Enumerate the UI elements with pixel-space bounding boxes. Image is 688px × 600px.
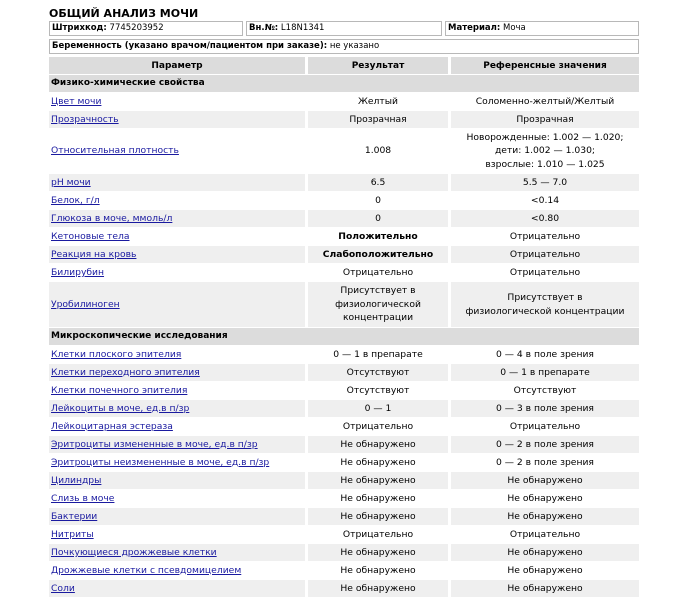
result-cell [308, 281, 451, 327]
table-row [49, 110, 639, 128]
parameter-cell [49, 110, 308, 128]
parameter-cell [49, 173, 308, 191]
result-cell: 0 — 1 [308, 399, 451, 417]
parameter-link[interactable]: Слизь в моче [51, 492, 115, 504]
reference-cell: <0.80 [451, 209, 639, 227]
section-title: Физико-химические свойства [49, 74, 639, 92]
reference-cell: Прозрачная [451, 110, 639, 128]
result-cell: 0 [308, 209, 451, 227]
parameter-link[interactable]: Соли [51, 582, 75, 594]
parameter-cell [49, 543, 308, 561]
table-row [49, 281, 639, 327]
parameter-cell [49, 363, 308, 381]
result-cell: Не обнаружено [308, 453, 451, 471]
results-table [49, 57, 639, 597]
result-cell: Не обнаружено [308, 489, 451, 507]
table-row [49, 227, 639, 245]
parameter-link[interactable]: Билирубин [51, 266, 105, 278]
order-number-field [246, 21, 442, 36]
parameter-cell [49, 435, 308, 453]
reference-cell: Не обнаружено [451, 543, 639, 561]
parameter-link[interactable]: Белок, г/л [51, 194, 100, 206]
parameter-link[interactable]: Прозрачность [51, 113, 119, 125]
result-cell: Отрицательно [308, 525, 451, 543]
table-row [49, 525, 639, 543]
reference-line: взрослые: 1.010 — 1.025 [485, 158, 605, 170]
table-row [49, 507, 639, 525]
table-row [49, 381, 639, 399]
parameter-cell [49, 263, 308, 281]
pregnancy-label: Беременность (указано врачом/пациентом при заказе): [52, 41, 328, 51]
parameter-cell [49, 381, 308, 399]
parameter-link[interactable]: Дрожжевые клетки с псевдомицелием [51, 564, 242, 576]
result-cell: Не обнаружено [308, 561, 451, 579]
result-cell: Положительно [308, 227, 451, 245]
result-cell: 0 [308, 191, 451, 209]
table-row [49, 399, 639, 417]
table-row [49, 471, 639, 489]
section-header-row [49, 74, 639, 92]
table-row [49, 363, 639, 381]
section-title: Микроскопические исследования [49, 327, 639, 345]
reference-line: дети: 1.002 — 1.030; [494, 145, 596, 157]
result-line: Присутствует в [340, 285, 416, 297]
meta-row-pregnancy [49, 39, 639, 54]
reference-line: Присутствует в [507, 292, 583, 303]
result-cell: Отсутствуют [308, 381, 451, 399]
parameter-cell [49, 453, 308, 471]
parameter-cell [49, 561, 308, 579]
parameter-cell [49, 128, 308, 173]
parameter-link[interactable]: Клетки почечного эпителия [51, 384, 188, 396]
parameter-link[interactable]: Эритроциты неизмененные в моче, ед.в п/зр [51, 456, 270, 468]
parameter-cell [49, 525, 308, 543]
reference-cell: Отрицательно [451, 525, 639, 543]
reference-cell: <0.14 [451, 191, 639, 209]
reference-cell: Соломенно-желтый/Желтый [451, 92, 639, 110]
parameter-cell [49, 345, 308, 363]
barcode-field [49, 21, 243, 36]
table-row [49, 128, 639, 173]
parameter-link[interactable]: Цвет мочи [51, 95, 102, 107]
material-label: Материал: [448, 23, 501, 33]
order-number-value: L18N1341 [280, 23, 325, 33]
table-row [49, 579, 639, 597]
table-row [49, 453, 639, 471]
result-cell: 1.008 [308, 128, 451, 173]
result-cell: Не обнаружено [308, 435, 451, 453]
reference-cell: Отрицательно [451, 263, 639, 281]
result-cell: Отрицательно [308, 263, 451, 281]
parameter-cell [49, 191, 308, 209]
parameter-cell [49, 471, 308, 489]
result-line: концентрации [342, 312, 414, 324]
parameter-link[interactable]: Кетоновые тела [51, 230, 130, 242]
result-cell: Не обнаружено [308, 471, 451, 489]
parameter-link[interactable]: pH мочи [51, 176, 91, 188]
reference-cell: Не обнаружено [451, 579, 639, 597]
reference-cell: 5.5 — 7.0 [451, 173, 639, 191]
result-cell: Слабоположительно [308, 245, 451, 263]
parameter-cell [49, 227, 308, 245]
result-cell: Желтый [308, 92, 451, 110]
result-cell: Не обнаружено [308, 579, 451, 597]
parameter-cell [49, 507, 308, 525]
table-row [49, 173, 639, 191]
result-cell: 0 — 1 в препарате [308, 345, 451, 363]
parameter-cell [49, 399, 308, 417]
header-parameter: Параметр [49, 57, 308, 74]
result-cell: Прозрачная [308, 110, 451, 128]
parameter-cell [49, 417, 308, 435]
barcode-value: 7745203952 [109, 23, 164, 33]
reference-line: физиологической концентрации [465, 305, 625, 317]
table-row [49, 417, 639, 435]
header-reference: Референсные значения [451, 57, 639, 74]
meta-row-ids [49, 21, 639, 36]
parameter-link[interactable]: Реакция на кровь [51, 248, 137, 260]
parameter-cell [49, 209, 308, 227]
result-cell: Отсутствуют [308, 363, 451, 381]
parameter-link[interactable]: Бактерии [51, 510, 98, 522]
section-header-row [49, 327, 639, 345]
reference-cell: 0 — 4 в поле зрения [451, 345, 639, 363]
result-cell: 6.5 [308, 173, 451, 191]
result-cell: Отрицательно [308, 417, 451, 435]
result-cell: Не обнаружено [308, 507, 451, 525]
result-cell: Не обнаружено [308, 543, 451, 561]
reference-line: Новорожденные: 1.002 — 1.020; [466, 131, 624, 143]
table-row [49, 489, 639, 507]
barcode-label: Штрихкод: [52, 23, 107, 33]
parameter-link[interactable]: Уробилиноген [51, 298, 120, 310]
table-header-row [49, 57, 639, 74]
pregnancy-field [49, 39, 639, 54]
parameter-cell [49, 579, 308, 597]
report [49, 6, 639, 597]
reference-cell: Отсутствуют [451, 381, 639, 399]
result-line: физиологической [335, 298, 421, 310]
parameter-cell [49, 245, 308, 263]
order-number-label: Вн.№: [249, 23, 279, 33]
reference-cell: Не обнаружено [451, 561, 639, 579]
reference-cell: 0 — 2 в поле зрения [451, 435, 639, 453]
table-row [49, 209, 639, 227]
table-row [49, 92, 639, 110]
pregnancy-value: не указано [329, 41, 380, 51]
parameter-link[interactable]: Относительная плотность [51, 145, 179, 157]
parameter-link[interactable]: Клетки переходного эпителия [51, 366, 200, 378]
reference-cell [451, 281, 639, 327]
reference-cell: 0 — 2 в поле зрения [451, 453, 639, 471]
parameter-link[interactable]: Нитриты [51, 528, 94, 540]
reference-cell: 0 — 3 в поле зрения [451, 399, 639, 417]
reference-cell [451, 128, 639, 173]
parameter-link[interactable]: Цилиндры [51, 474, 102, 486]
table-body [49, 74, 639, 597]
reference-cell: Отрицательно [451, 245, 639, 263]
material-value: Моча [503, 23, 526, 33]
reference-cell: Не обнаружено [451, 489, 639, 507]
header-result: Результат [308, 57, 451, 74]
table-row [49, 345, 639, 363]
parameter-link[interactable]: Лейкоциты в моче, ед.в п/зр [51, 402, 190, 414]
reference-cell: Отрицательно [451, 417, 639, 435]
table-row [49, 435, 639, 453]
parameter-link[interactable]: Глюкоза в моче, ммоль/л [51, 212, 173, 224]
parameter-link[interactable]: Клетки плоского эпителия [51, 348, 182, 360]
reference-cell: Не обнаружено [451, 471, 639, 489]
table-row [49, 191, 639, 209]
parameter-link[interactable]: Эритроциты измененные в моче, ед.в п/зр [51, 438, 258, 450]
reference-cell: Отрицательно [451, 227, 639, 245]
table-row [49, 543, 639, 561]
table-row [49, 561, 639, 579]
report-title: ОБЩИЙ АНАЛИЗ МОЧИ [49, 7, 199, 20]
reference-cell: 0 — 1 в препарате [451, 363, 639, 381]
parameter-cell [49, 281, 308, 327]
parameter-link[interactable]: Почкующиеся дрожжевые клетки [51, 546, 217, 558]
parameter-cell [49, 92, 308, 110]
table-row [49, 263, 639, 281]
material-field [445, 21, 639, 36]
reference-cell: Не обнаружено [451, 507, 639, 525]
table-row [49, 245, 639, 263]
parameter-link[interactable]: Лейкоцитарная эстераза [51, 420, 173, 432]
parameter-cell [49, 489, 308, 507]
